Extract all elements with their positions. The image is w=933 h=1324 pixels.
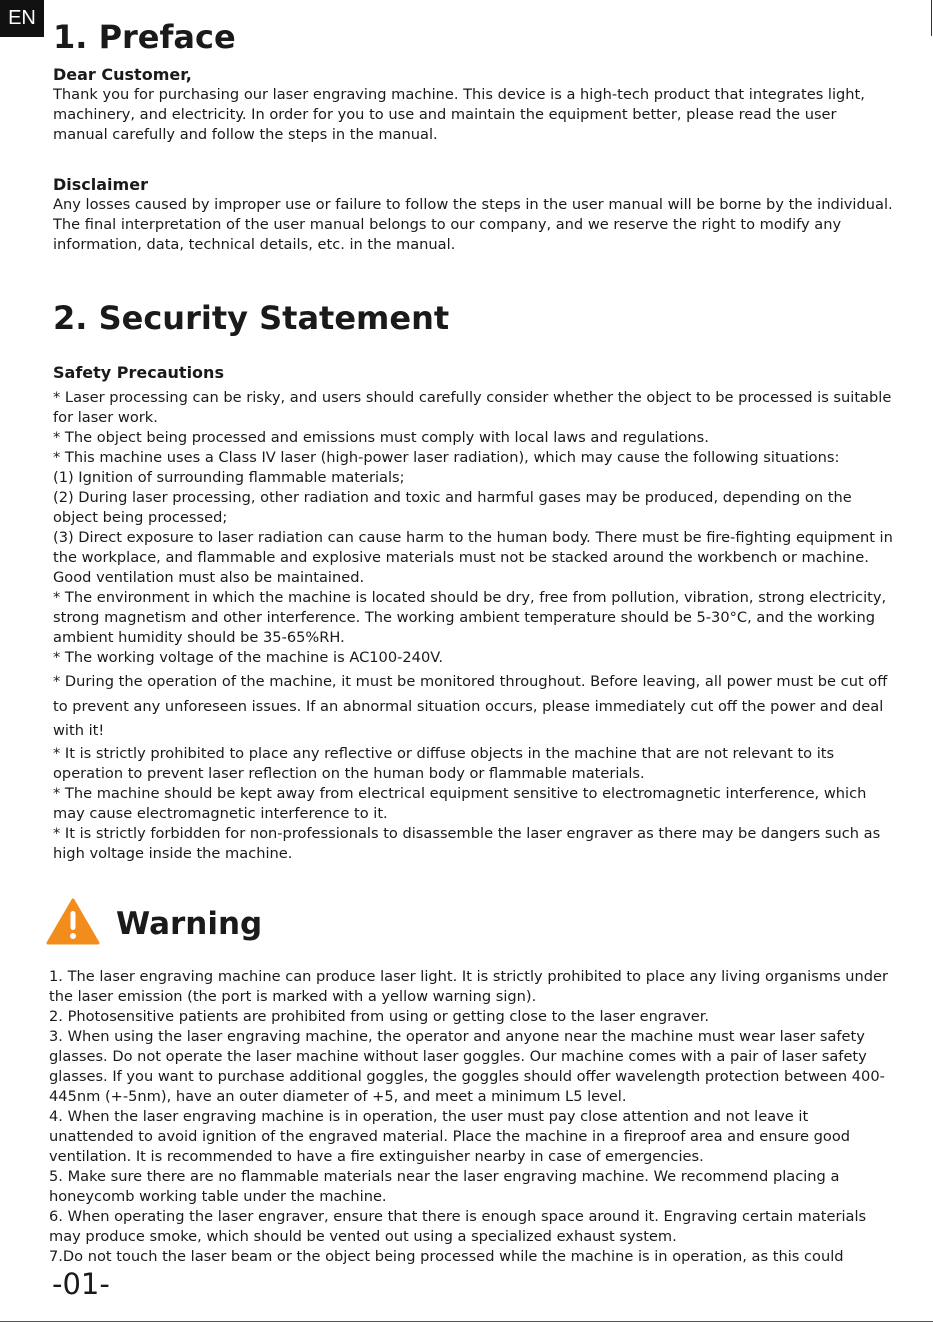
precaution-item: (2) During laser processing, other radiation and toxic and harmful gases may be produced, depending on the object being processed; (53, 489, 852, 526)
warning-item: 7.Do not touch the laser beam or the object being processed while the machine is in operation, as this could (49, 1248, 844, 1265)
precaution-item: (3) Direct exposure to laser radiation can cause harm to the human body. There must be fire-fighting equipment in the workplace, and flammable and explosive materials must not be stacked around the workbench or machine. Good ventilation must also be maintained. (53, 529, 893, 586)
page-edge-line (931, 0, 932, 36)
warning-title: Warning (116, 905, 263, 942)
language-tab (0, 0, 44, 37)
precaution-item: * The machine should be kept away from electrical equipment sensitive to electromagnetic interference, which may cause electromagnetic interference to it. (53, 784, 867, 822)
precaution-item: * The object being processed and emissions must comply with local laws and regulations. (53, 429, 709, 446)
warning-header (46, 898, 262, 949)
precaution-item: * The working voltage of the machine is AC100-240V. (53, 649, 443, 666)
warning-list (49, 967, 894, 1267)
disclaimer-paragraph (53, 195, 893, 255)
precaution-item: * This machine uses a Class IV laser (high-power laser radiation), which may cause the following situations: (53, 449, 840, 466)
precaution-item: * Laser processing can be risky, and users should carefully consider whether the object to be processed is suitable for laser work. (53, 389, 892, 426)
warning-item: 2. Photosensitive patients are prohibited from using or getting close to the laser engraver. (49, 1008, 710, 1025)
page-bottom-line (0, 1321, 933, 1322)
disclaimer-text: Any losses caused by improper use or failure to follow the steps in the user manual will be borne by the individual. The final interpretation of the user manual belongs to our company, and we reserve the right to modify any information, data, technical details, etc. in the manual. (53, 196, 893, 253)
precautions-heading: Safety Precautions (53, 363, 224, 382)
intro-paragraph (53, 85, 893, 145)
warning-item: 5. Make sure there are no flammable materials near the laser engraving machine. We recommend placing a honeycomb working table under the machine. (49, 1168, 840, 1205)
disclaimer-heading: Disclaimer (53, 175, 148, 194)
warning-item: 6. When operating the laser engraver, ensure that there is enough space around it. Engraving certain materials may produce smoke, which should be vented out using a specialized exhaust system. (49, 1208, 867, 1245)
precaution-item: * It is strictly prohibited to place any reflective or diffuse objects in the machine that are not relevant to its operation to prevent laser reflection on the human body or flammable materials. (53, 744, 835, 782)
preface-title: 1. Preface (53, 18, 236, 56)
page-number: -01- (52, 1267, 110, 1301)
precautions-list (53, 388, 893, 864)
intro-text: Thank you for purchasing our laser engraving machine. This device is a high-tech product that integrates light, machinery, and electricity. In order for you to use and maintain the equipment better, please read the user manual carefully and follow the steps in the manual. (53, 86, 865, 143)
precaution-item: * It is strictly forbidden for non-professionals to disassemble the laser engraver as there may be dangers such as high voltage inside the machine. (53, 824, 881, 862)
warning-item: 3. When using the laser engraving machine, the operator and anyone near the machine must wear laser safety glasses. Do not operate the laser machine without laser goggles. Our machine comes with a pair of laser safety glasses. If you want to purchase additional goggles, the goggles should offer wavelength protection between 400-445nm (+-5nm), have an outer diameter of +5, and meet a minimum L5 level. (49, 1028, 885, 1105)
security-title: 2. Security Statement (53, 299, 450, 337)
warning-item: 4. When the laser engraving machine is in operation, the user must pay close attention and not leave it unattended to avoid ignition of the engraved material. Place the machine in a fireproof area and ensure good ventilation. It is recommended to have a fire extinguisher nearby in case of emergencies. (49, 1108, 851, 1165)
language-label: EN (8, 7, 36, 29)
greeting: Dear Customer, (53, 65, 192, 84)
precaution-item: * During the operation of the machine, it must be monitored throughout. Before leaving, all power must be cut off to prevent any unforeseen issues. If an abnormal situation occurs, please immediately cut off the power and deal with it! (53, 673, 888, 739)
precaution-item: (1) Ignition of surrounding flammable materials; (53, 469, 405, 486)
warning-triangle-icon (46, 898, 100, 949)
precaution-item: * The environment in which the machine is located should be dry, free from pollution, vibration, strong electricity, strong magnetism and other interference. The working ambient temperature should be 5-30°C, and the working ambient humidity should be 35-65%RH. (53, 589, 887, 646)
warning-item: 1. The laser engraving machine can produce laser light. It is strictly prohibited to place any living organisms under the laser emission (the port is marked with a yellow warning sign). (49, 968, 889, 1005)
